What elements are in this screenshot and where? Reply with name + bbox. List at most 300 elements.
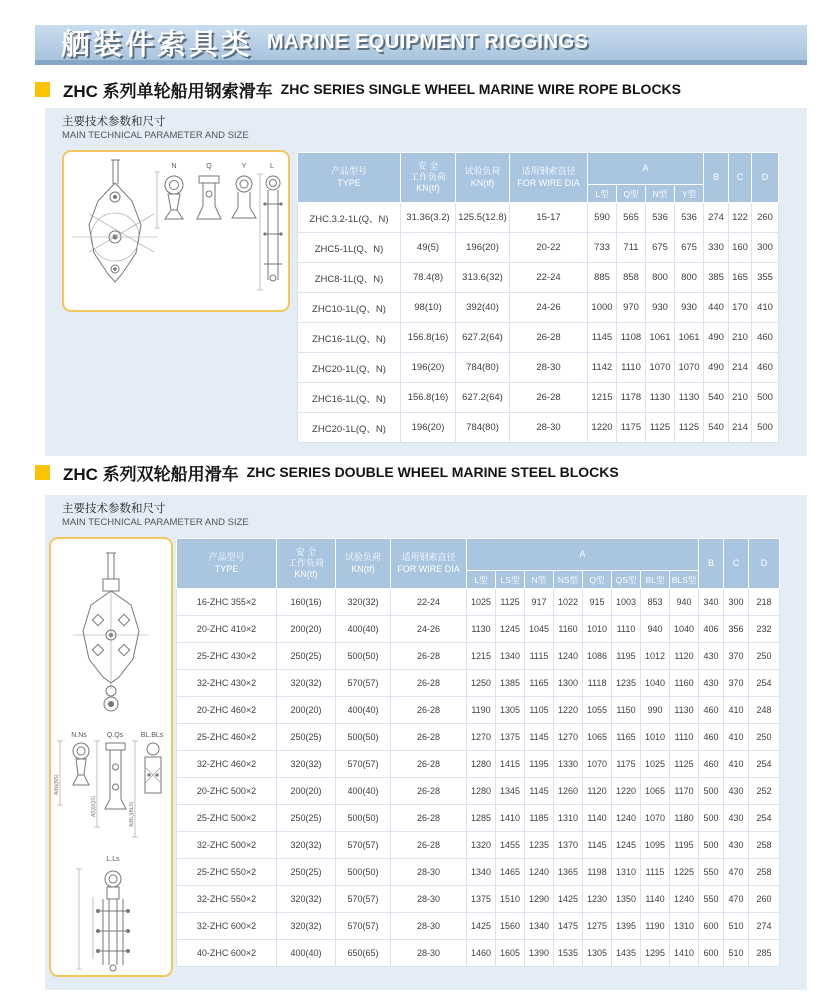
- product-type-cell: 32-ZHC 600×2: [177, 913, 277, 940]
- value-cell: 1055: [583, 697, 612, 724]
- value-cell: 1061: [675, 323, 704, 353]
- value-cell: 250(25): [277, 805, 336, 832]
- column-header: 适用钢索直径 FOR WIRE DIA: [510, 153, 588, 203]
- double-wheel-block-sketch: [51, 539, 171, 975]
- product-type-cell: 32-ZHC 460×2: [177, 751, 277, 778]
- value-cell: 248: [749, 697, 780, 724]
- table-row: [177, 616, 780, 643]
- column-subheader: LS型: [496, 571, 525, 589]
- value-cell: 330: [704, 233, 729, 263]
- value-cell: 784(80): [456, 413, 510, 443]
- value-cell: 1270: [467, 724, 496, 751]
- value-cell: 650(65): [336, 940, 391, 967]
- value-cell: 460: [699, 751, 724, 778]
- value-cell: 570(57): [336, 832, 391, 859]
- value-cell: 1070: [646, 353, 675, 383]
- page-banner: [35, 25, 807, 65]
- value-cell: 536: [675, 203, 704, 233]
- value-cell: 1240: [554, 643, 583, 670]
- fitting-label-blbls: BL.BLs: [140, 732, 164, 739]
- value-cell: 1165: [525, 670, 554, 697]
- value-cell: 1235: [525, 832, 554, 859]
- section-bullet-icon: [35, 465, 50, 480]
- value-cell: 24-26: [391, 616, 467, 643]
- value-cell: 784(80): [456, 353, 510, 383]
- value-cell: 1108: [617, 323, 646, 353]
- value-cell: 196(20): [401, 413, 456, 443]
- value-cell: 1375: [467, 886, 496, 913]
- value-cell: 1425: [467, 913, 496, 940]
- table-row: [177, 697, 780, 724]
- value-cell: 156.8(16): [401, 323, 456, 353]
- value-cell: 1010: [583, 616, 612, 643]
- table-row: [177, 886, 780, 913]
- value-cell: 1061: [646, 323, 675, 353]
- value-cell: 410: [752, 293, 779, 323]
- value-cell: 1110: [617, 353, 646, 383]
- value-cell: 1350: [612, 886, 641, 913]
- table-row: [177, 724, 780, 751]
- value-cell: 22-24: [391, 589, 467, 616]
- value-cell: 858: [617, 263, 646, 293]
- value-cell: 26-28: [391, 724, 467, 751]
- section1-title-en: ZHC SERIES SINGLE WHEEL MARINE WIRE ROPE BLOCKS: [280, 81, 681, 97]
- column-header: 试验负荷 KN(tf): [456, 153, 510, 203]
- fitting-label-qqs: Q.Qs: [106, 732, 124, 739]
- value-cell: 1310: [554, 805, 583, 832]
- value-cell: 915: [583, 589, 612, 616]
- value-cell: 320(32): [277, 913, 336, 940]
- dim-label-a-n: A(N)(NS): [54, 774, 60, 795]
- value-cell: 320(32): [277, 832, 336, 859]
- value-cell: 430: [699, 643, 724, 670]
- value-cell: 1455: [496, 832, 525, 859]
- table-row: [177, 670, 780, 697]
- column-header: 产品型号 TYPE: [177, 539, 277, 589]
- banner-title-zh: 舾装件索具类: [61, 29, 254, 61]
- value-cell: 970: [617, 293, 646, 323]
- table-row: [298, 383, 779, 413]
- product-type-cell: ZHC16-1L(Q、N): [298, 383, 401, 413]
- value-cell: 260: [752, 203, 779, 233]
- value-cell: 1150: [612, 697, 641, 724]
- value-cell: 1260: [554, 778, 583, 805]
- value-cell: 1110: [612, 616, 641, 643]
- value-cell: 1220: [554, 697, 583, 724]
- value-cell: 410: [724, 697, 749, 724]
- value-cell: 550: [699, 886, 724, 913]
- value-cell: 1145: [583, 832, 612, 859]
- value-cell: 1070: [583, 751, 612, 778]
- value-cell: 320(32): [277, 751, 336, 778]
- value-cell: 1025: [467, 589, 496, 616]
- value-cell: 196(20): [456, 233, 510, 263]
- banner-title-en: MARINE EQUIPMENT RIGGINGS: [267, 31, 589, 53]
- value-cell: 410: [724, 751, 749, 778]
- column-subheader: NS型: [554, 571, 583, 589]
- value-cell: 430: [699, 670, 724, 697]
- column-header: 安 全 工作负荷 KN(tf): [277, 539, 336, 589]
- caption-en: MAIN TECHNICAL PARAMETER AND SIZE: [62, 129, 249, 141]
- value-cell: 1120: [670, 643, 699, 670]
- value-cell: 733: [588, 233, 617, 263]
- value-cell: 1475: [554, 913, 583, 940]
- value-cell: 1375: [496, 724, 525, 751]
- value-cell: 500: [699, 832, 724, 859]
- value-cell: 210: [729, 323, 752, 353]
- value-cell: 1275: [583, 913, 612, 940]
- value-cell: 156.8(16): [401, 383, 456, 413]
- value-cell: 1065: [583, 724, 612, 751]
- value-cell: 627.2(64): [456, 383, 510, 413]
- value-cell: 500(50): [336, 805, 391, 832]
- value-cell: 430: [724, 805, 749, 832]
- value-cell: 122: [729, 203, 752, 233]
- value-cell: 1320: [467, 832, 496, 859]
- value-cell: 26-28: [391, 643, 467, 670]
- section2-caption: [62, 502, 249, 529]
- table-row: [177, 940, 780, 967]
- value-cell: 1185: [525, 805, 554, 832]
- value-cell: 258: [749, 832, 780, 859]
- value-cell: 1190: [467, 697, 496, 724]
- value-cell: 1125: [496, 589, 525, 616]
- column-header: C: [724, 539, 749, 589]
- column-subheader: QS型: [612, 571, 641, 589]
- value-cell: 28-30: [510, 353, 588, 383]
- value-cell: 1025: [641, 751, 670, 778]
- value-cell: 1345: [496, 778, 525, 805]
- value-cell: 1285: [467, 805, 496, 832]
- value-cell: 1195: [525, 751, 554, 778]
- value-cell: 1305: [583, 940, 612, 967]
- dim-label-a-q: A(Q)(QS): [91, 795, 97, 817]
- value-cell: 1280: [467, 751, 496, 778]
- value-cell: 570(57): [336, 913, 391, 940]
- value-cell: 1340: [467, 859, 496, 886]
- value-cell: 254: [749, 670, 780, 697]
- value-cell: 510: [724, 913, 749, 940]
- value-cell: 1115: [525, 643, 554, 670]
- table-row: [177, 832, 780, 859]
- technical-drawing-double-wheel: [49, 537, 173, 977]
- value-cell: 1110: [670, 724, 699, 751]
- value-cell: 1125: [670, 751, 699, 778]
- value-cell: 26-28: [391, 832, 467, 859]
- value-cell: 400(40): [336, 616, 391, 643]
- product-type-cell: ZHC20-1L(Q、N): [298, 353, 401, 383]
- value-cell: 540: [704, 413, 729, 443]
- column-header: B: [704, 153, 729, 203]
- side-view-label: L.Ls: [106, 856, 120, 863]
- value-cell: 1390: [525, 940, 554, 967]
- value-cell: 1125: [675, 413, 704, 443]
- value-cell: 1560: [496, 913, 525, 940]
- table-row: [298, 203, 779, 233]
- value-cell: 1535: [554, 940, 583, 967]
- value-cell: 1165: [612, 724, 641, 751]
- section1-heading: [35, 78, 681, 100]
- value-cell: 600: [699, 913, 724, 940]
- section1-panel: [45, 108, 807, 456]
- value-cell: 510: [724, 940, 749, 967]
- product-type-cell: ZHC16-1L(Q、N): [298, 323, 401, 353]
- value-cell: 570(57): [336, 886, 391, 913]
- value-cell: 590: [588, 203, 617, 233]
- section2-title-en: ZHC SERIES DOUBLE WHEEL MARINE STEEL BLOCKS: [246, 464, 619, 480]
- fitting-label-y: Y: [241, 163, 247, 170]
- value-cell: 1000: [588, 293, 617, 323]
- value-cell: 1170: [670, 778, 699, 805]
- table-row: [298, 263, 779, 293]
- value-cell: 250(25): [277, 643, 336, 670]
- value-cell: 250(25): [277, 724, 336, 751]
- value-cell: 410: [724, 724, 749, 751]
- value-cell: 1010: [641, 724, 670, 751]
- value-cell: 460: [752, 353, 779, 383]
- value-cell: 500: [699, 778, 724, 805]
- value-cell: 1086: [583, 643, 612, 670]
- value-cell: 274: [704, 203, 729, 233]
- value-cell: 1070: [675, 353, 704, 383]
- column-header: 安 全 工作负荷 KN(tf): [401, 153, 456, 203]
- value-cell: 31.36(3.2): [401, 203, 456, 233]
- value-cell: 1300: [554, 670, 583, 697]
- value-cell: 1195: [612, 643, 641, 670]
- product-type-cell: ZHC8-1L(Q、N): [298, 263, 401, 293]
- fitting-label-n: N: [171, 163, 177, 170]
- product-type-cell: 25-ZHC 550×2: [177, 859, 277, 886]
- column-header: 产品型号 TYPE: [298, 153, 401, 203]
- value-cell: 1130: [670, 697, 699, 724]
- value-cell: 1435: [612, 940, 641, 967]
- section2-heading: [35, 461, 619, 483]
- value-cell: 1605: [496, 940, 525, 967]
- value-cell: 1118: [583, 670, 612, 697]
- value-cell: 500: [752, 383, 779, 413]
- value-cell: 1460: [467, 940, 496, 967]
- value-cell: 260: [749, 886, 780, 913]
- double-wheel-spec-table: [176, 538, 780, 967]
- value-cell: 1370: [554, 832, 583, 859]
- value-cell: 930: [675, 293, 704, 323]
- value-cell: 1240: [612, 805, 641, 832]
- value-cell: 300: [752, 233, 779, 263]
- value-cell: 470: [724, 886, 749, 913]
- value-cell: 258: [749, 859, 780, 886]
- value-cell: 160(16): [277, 589, 336, 616]
- value-cell: 711: [617, 233, 646, 263]
- value-cell: 196(20): [401, 353, 456, 383]
- section2-panel: [45, 495, 807, 990]
- value-cell: 460: [699, 697, 724, 724]
- value-cell: 1240: [525, 859, 554, 886]
- value-cell: 675: [646, 233, 675, 263]
- column-header: C: [729, 153, 752, 203]
- value-cell: 26-28: [510, 383, 588, 413]
- column-subheader: Q型: [617, 185, 646, 203]
- value-cell: 1410: [670, 940, 699, 967]
- value-cell: 1115: [641, 859, 670, 886]
- value-cell: 200(20): [277, 778, 336, 805]
- column-header: D: [749, 539, 780, 589]
- value-cell: 1145: [525, 724, 554, 751]
- value-cell: 1095: [641, 832, 670, 859]
- product-type-cell: 40-ZHC 600×2: [177, 940, 277, 967]
- table-row: [177, 913, 780, 940]
- value-cell: 15-17: [510, 203, 588, 233]
- value-cell: 252: [749, 778, 780, 805]
- value-cell: 1160: [670, 670, 699, 697]
- value-cell: 1190: [641, 913, 670, 940]
- value-cell: 1040: [670, 616, 699, 643]
- value-cell: 28-30: [391, 859, 467, 886]
- value-cell: 250: [749, 724, 780, 751]
- value-cell: 940: [641, 616, 670, 643]
- value-cell: 930: [646, 293, 675, 323]
- value-cell: 1125: [646, 413, 675, 443]
- value-cell: 285: [749, 940, 780, 967]
- value-cell: 1340: [525, 913, 554, 940]
- value-cell: 313.6(32): [456, 263, 510, 293]
- value-cell: 1240: [670, 886, 699, 913]
- table-row: [177, 589, 780, 616]
- value-cell: 1175: [617, 413, 646, 443]
- value-cell: 250(25): [277, 859, 336, 886]
- value-cell: 1250: [467, 670, 496, 697]
- value-cell: 1178: [617, 383, 646, 413]
- table-row: [177, 751, 780, 778]
- value-cell: 1225: [670, 859, 699, 886]
- value-cell: 26-28: [391, 778, 467, 805]
- table-row: [177, 778, 780, 805]
- value-cell: 1385: [496, 670, 525, 697]
- product-type-cell: 16-ZHC 355×2: [177, 589, 277, 616]
- value-cell: 1045: [525, 616, 554, 643]
- column-subheader: N型: [646, 185, 675, 203]
- value-cell: 254: [749, 805, 780, 832]
- value-cell: 370: [724, 670, 749, 697]
- fitting-label-l: L: [270, 163, 274, 170]
- value-cell: 1305: [496, 697, 525, 724]
- value-cell: 1215: [467, 643, 496, 670]
- section2-title-zh: ZHC 系列双轮船用滑车: [63, 464, 239, 484]
- value-cell: 440: [704, 293, 729, 323]
- value-cell: 232: [749, 616, 780, 643]
- value-cell: 500: [752, 413, 779, 443]
- value-cell: 28-30: [391, 886, 467, 913]
- value-cell: 570(57): [336, 751, 391, 778]
- value-cell: 1120: [583, 778, 612, 805]
- value-cell: 49(5): [401, 233, 456, 263]
- value-cell: 250: [749, 643, 780, 670]
- value-cell: 1142: [588, 353, 617, 383]
- value-cell: 28-30: [391, 913, 467, 940]
- value-cell: 1065: [641, 778, 670, 805]
- value-cell: 1012: [641, 643, 670, 670]
- value-cell: 1130: [646, 383, 675, 413]
- table-row: [298, 413, 779, 443]
- value-cell: 1280: [467, 778, 496, 805]
- value-cell: 200(20): [277, 616, 336, 643]
- caption-zh: 主要技术参数和尺寸: [62, 503, 166, 515]
- value-cell: 26-28: [391, 805, 467, 832]
- value-cell: 490: [704, 323, 729, 353]
- product-type-cell: 25-ZHC 500×2: [177, 805, 277, 832]
- value-cell: 1510: [496, 886, 525, 913]
- value-cell: 170: [729, 293, 752, 323]
- value-cell: 200(20): [277, 697, 336, 724]
- value-cell: 1022: [554, 589, 583, 616]
- value-cell: 1040: [641, 670, 670, 697]
- column-header: 试验负荷 KN(tf): [336, 539, 391, 589]
- product-type-cell: 20-ZHC 410×2: [177, 616, 277, 643]
- table-row: [298, 233, 779, 263]
- value-cell: 1270: [554, 724, 583, 751]
- value-cell: 540: [704, 383, 729, 413]
- table-row: [177, 859, 780, 886]
- column-subheader: N型: [525, 571, 554, 589]
- section1-caption: [62, 115, 249, 142]
- fitting-label-nns: N.Ns: [71, 732, 87, 739]
- value-cell: 1070: [641, 805, 670, 832]
- value-cell: 385: [704, 263, 729, 293]
- value-cell: 210: [729, 383, 752, 413]
- value-cell: 1198: [583, 859, 612, 886]
- value-cell: 26-28: [510, 323, 588, 353]
- column-subheader: L型: [467, 571, 496, 589]
- value-cell: 218: [749, 589, 780, 616]
- fitting-label-q: Q: [206, 163, 212, 170]
- table-row: [298, 323, 779, 353]
- value-cell: 1145: [525, 778, 554, 805]
- technical-drawing-single-wheel: [62, 150, 290, 312]
- value-cell: 370: [724, 643, 749, 670]
- value-cell: 1290: [525, 886, 554, 913]
- value-cell: 1215: [588, 383, 617, 413]
- value-cell: 214: [729, 353, 752, 383]
- value-cell: 1295: [641, 940, 670, 967]
- value-cell: 26-28: [391, 751, 467, 778]
- value-cell: 1220: [612, 778, 641, 805]
- value-cell: 1160: [554, 616, 583, 643]
- value-cell: 320(32): [277, 886, 336, 913]
- product-type-cell: 25-ZHC 430×2: [177, 643, 277, 670]
- value-cell: 400(40): [336, 778, 391, 805]
- value-cell: 550: [699, 859, 724, 886]
- value-cell: 1230: [583, 886, 612, 913]
- value-cell: 1340: [496, 643, 525, 670]
- single-wheel-block-sketch: [64, 152, 288, 310]
- value-cell: 1465: [496, 859, 525, 886]
- value-cell: 940: [670, 589, 699, 616]
- product-type-cell: 20-ZHC 500×2: [177, 778, 277, 805]
- value-cell: 400(40): [336, 697, 391, 724]
- column-header: A: [467, 539, 699, 571]
- product-type-cell: ZHC20-1L(Q、N): [298, 413, 401, 443]
- caption-en: MAIN TECHNICAL PARAMETER AND SIZE: [62, 516, 249, 528]
- product-type-cell: ZHC10-1L(Q、N): [298, 293, 401, 323]
- value-cell: 78.4(8): [401, 263, 456, 293]
- value-cell: 1195: [670, 832, 699, 859]
- column-subheader: BLS型: [670, 571, 699, 589]
- caption-zh: 主要技术参数和尺寸: [62, 116, 166, 128]
- value-cell: 500(50): [336, 859, 391, 886]
- value-cell: 26-28: [391, 670, 467, 697]
- column-subheader: BL型: [641, 571, 670, 589]
- value-cell: 460: [699, 724, 724, 751]
- value-cell: 430: [724, 778, 749, 805]
